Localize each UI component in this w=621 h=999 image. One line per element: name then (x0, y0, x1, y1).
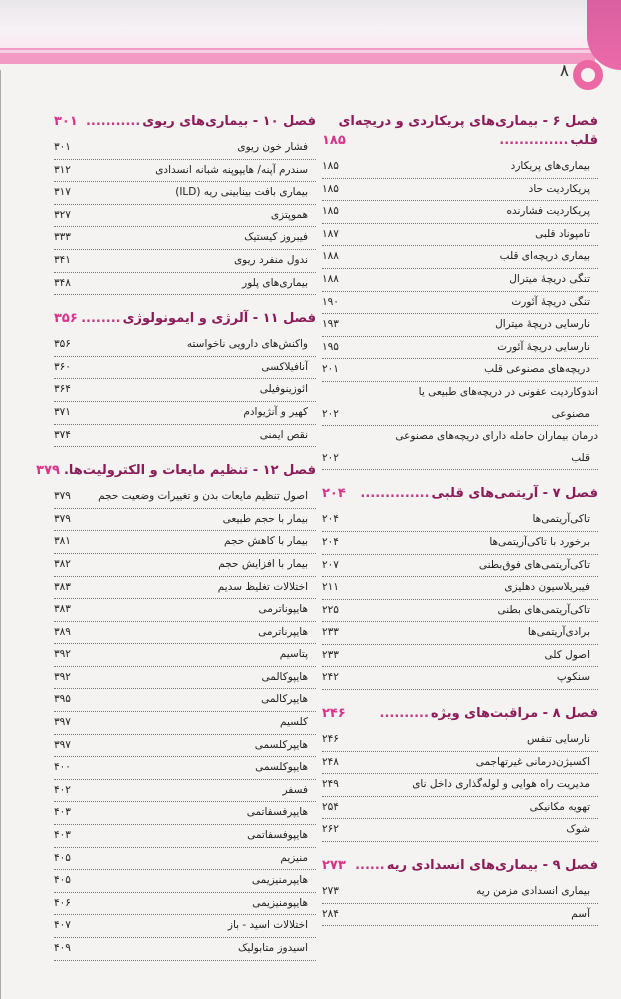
toc-entry-title: تاکی‌آریتمی‌ها (532, 513, 590, 526)
toc-entry-title: بیمار با کاهش حجم (224, 535, 308, 548)
toc-entry-page: ۲۰۴ (322, 513, 339, 526)
toc-entry[interactable] (54, 509, 316, 532)
toc-entry-title: اختلالات اسید - باز (227, 919, 308, 932)
toc-entry-page: ۳۸۳ (54, 580, 71, 593)
toc-entry-title: هایپرکالمی (261, 693, 308, 706)
toc-entry[interactable] (54, 577, 316, 600)
chapter-heading[interactable] (322, 856, 598, 875)
toc-entry-title: ائوزینوفیلی (259, 383, 308, 396)
toc-entry-page: ۳۸۲ (54, 557, 71, 570)
toc-entry-page: ۳۴۱ (54, 253, 71, 266)
toc-entry-page: ۳۹۲ (54, 648, 71, 661)
chapter-heading[interactable] (322, 704, 598, 723)
toc-entry[interactable] (54, 357, 316, 380)
toc-entry-title-cont: مصنوعی (551, 407, 590, 420)
toc-entry[interactable] (54, 425, 316, 448)
toc-entry-title: نارسایی دریچهٔ میترال (495, 318, 590, 331)
toc-entry-title: مدیریت راه هوایی و لوله‌گذاری داخل نای (412, 778, 590, 791)
toc-entry-title: هایپوفسفاتمی (247, 829, 308, 842)
chapter-title-cont: قلب (570, 133, 598, 148)
toc-entry[interactable] (322, 881, 598, 904)
toc-entry-title: تهویه مکانیکی (529, 800, 590, 813)
chapter-dots: .............. (360, 486, 430, 502)
toc-entry[interactable] (54, 250, 316, 273)
toc-entry[interactable] (322, 904, 598, 927)
page-edge-line (0, 70, 1, 999)
toc-entry-page: ۱۸۵ (322, 160, 339, 172)
toc-entry[interactable] (54, 757, 316, 780)
chapter-section (322, 704, 598, 842)
toc-entry-title: پتاسیم (279, 648, 308, 661)
toc-entry[interactable] (54, 802, 316, 825)
toc-entry-title: اصول تنظیم مایعات بدن و تغییرات وضعیت حجم (98, 490, 308, 503)
toc-entry-title: اندوکاردیت عفونی در دریچه‌های طبیعی یا (418, 385, 598, 398)
toc-entry[interactable] (54, 644, 316, 667)
chapter-page: ۲۷۳ (322, 858, 346, 874)
toc-entry-page: ۲۰۱ (322, 363, 339, 376)
toc-entry[interactable] (54, 893, 316, 916)
toc-entry[interactable] (322, 201, 598, 224)
toc-entry-title: سنکوپ (556, 671, 590, 684)
toc-entry[interactable] (322, 292, 598, 315)
toc-entry-page: ۴۰۰ (54, 761, 71, 774)
toc-entry[interactable] (54, 825, 316, 848)
toc-entry-title: تاکی‌آریتمی‌های فوق‌بطنی (478, 558, 590, 571)
toc-entry[interactable] (322, 645, 598, 668)
toc-entry-title: نقص ایمنی (259, 428, 308, 441)
toc-entry-page: ۲۶۲ (322, 823, 339, 836)
toc-entry-title: هایپرناترمی (258, 625, 308, 638)
chapter-heading[interactable] (322, 112, 598, 150)
toc-entry-page: ۳۶۰ (54, 360, 71, 373)
chapter-page: ۳۰۱ (54, 114, 78, 129)
toc-entry-page: ۱۹۵ (322, 340, 339, 353)
chapter-title: فصل ۸ - مراقبت‌های ویژه (430, 706, 598, 722)
toc-entry[interactable] (54, 531, 316, 554)
toc-entry[interactable] (322, 577, 598, 600)
chapter-dots: ........ (81, 311, 121, 327)
toc-entry-line2 (322, 404, 598, 426)
toc-entry[interactable] (322, 797, 598, 820)
toc-entry[interactable] (322, 622, 598, 645)
toc-entry-page: ۳۵۶ (54, 338, 71, 351)
toc-entry[interactable] (54, 554, 316, 577)
chapter-dots: ........... (85, 114, 141, 129)
toc-entry-page: ۳۲۷ (54, 208, 71, 221)
toc-entry-page: ۲۰۷ (322, 558, 339, 571)
chapter-heading[interactable] (36, 461, 316, 480)
top-band (0, 0, 621, 48)
toc-entry-title: اسیدوز متابولیک (238, 942, 308, 954)
toc-entry-page: ۴۰۳ (54, 829, 71, 842)
toc-entry[interactable] (54, 938, 316, 961)
chapter-title: فصل ۱۰ - بیماری‌های ریوی (142, 114, 316, 129)
toc-entry[interactable] (54, 402, 316, 425)
toc-entry-page: ۲۴۸ (322, 755, 339, 768)
toc-entry[interactable] (54, 205, 316, 228)
toc-entry-title: تامپوناد قلبی (535, 227, 590, 240)
toc-entry-title: آنافیلاکسی (261, 360, 308, 373)
chapter-page: ۲۴۶ (322, 706, 346, 722)
toc-entry[interactable] (54, 689, 316, 712)
toc-entry[interactable] (54, 599, 316, 622)
toc-entry-title: تنگی دریچهٔ میترال (509, 272, 590, 285)
toc-entry-page: ۴۰۵ (54, 851, 71, 864)
toc-entry-title: نارسایی تنفس (527, 733, 590, 746)
chapter-page: ۳۷۹ (36, 463, 60, 479)
toc-entry-page: ۱۹۰ (322, 295, 339, 308)
chapter-title-line2 (322, 131, 598, 150)
toc-entry[interactable] (322, 224, 598, 247)
toc-entry[interactable] (54, 273, 316, 296)
toc-entry-page: ۳۹۲ (54, 670, 71, 683)
toc-entry-page: ۲۱۱ (322, 581, 339, 594)
toc-entry-title: هایپوناترمی (258, 603, 308, 616)
toc-entry[interactable] (54, 735, 316, 758)
toc-entry-title: کلسیم (280, 716, 308, 729)
toc-entry[interactable] (322, 600, 598, 623)
toc-entry-title: پریکاردیت فشارنده (506, 205, 590, 218)
toc-entry-title: شوک (566, 823, 590, 836)
chapter-heading[interactable] (54, 112, 316, 131)
toc-entry-page: ۳۸۹ (54, 625, 71, 638)
toc-entry-page: ۲۴۶ (322, 733, 339, 746)
toc-entry[interactable] (322, 667, 598, 690)
toc-entry-page: ۳۶۴ (54, 383, 71, 396)
toc-entry[interactable] (54, 622, 316, 645)
toc-entry-title: فسفر (282, 783, 308, 796)
toc-entry[interactable] (322, 426, 598, 470)
toc-entry-page: ۴۰۳ (54, 806, 71, 819)
chapter-heading[interactable] (322, 484, 598, 503)
toc-entry-title: فیبروز کیستیک (244, 231, 308, 244)
chapter-section (322, 856, 598, 926)
toc-entry-page: ۲۰۲ (322, 451, 339, 464)
toc-entry-title: کهیر و آنژیوادم (243, 405, 308, 418)
chapter-title: فصل ۶ - بیماری‌های پریکاردی و دریچه‌ای (338, 114, 598, 129)
toc-entry-page: ۴۰۷ (54, 919, 71, 932)
toc-entry-title: بیمار با افزایش حجم (218, 557, 308, 570)
toc-entry[interactable] (322, 729, 598, 752)
toc-entry[interactable] (54, 182, 316, 205)
toc-entry[interactable] (54, 915, 316, 938)
toc-entry-page: ۴۰۲ (54, 783, 71, 796)
toc-entry[interactable] (322, 555, 598, 578)
toc-entry-page: ۲۵۴ (322, 800, 339, 813)
toc-entry-title: ندول منفرد ریوی (233, 253, 308, 266)
toc-entry-title: اختلالات تغلیظ سدیم (217, 580, 308, 593)
toc-entry-title: هایپوکالمی (261, 670, 308, 683)
chapter-dots: .............. (499, 133, 569, 148)
toc-entry-title: بیمار با حجم طبیعی (222, 512, 308, 525)
toc-entry-title: بیماری‌های پلور (242, 276, 308, 289)
toc-entry-page: ۳۳۳ (54, 231, 71, 244)
toc-entry-page: ۳۱۷ (54, 186, 71, 199)
toc-entry-page: ۲۲۵ (322, 603, 339, 616)
toc-entry-page: ۲۰۴ (322, 535, 339, 548)
page-number: ۸ (559, 61, 569, 81)
chapter-heading[interactable] (54, 309, 316, 328)
toc-entry-page: ۳۷۹ (54, 512, 71, 525)
toc-entry[interactable] (322, 509, 598, 532)
toc-entry-page: ۳۸۱ (54, 535, 71, 548)
toc-entry-title: برخورد با تاکی‌آریتمی‌ها (489, 535, 590, 548)
toc-column-right (322, 112, 598, 940)
toc-entry-title: تنگی دریچهٔ آئورت (511, 295, 590, 308)
chapter-section (54, 309, 316, 447)
toc-entry[interactable] (322, 819, 598, 842)
toc-entry-page: ۳۸۳ (54, 603, 71, 616)
toc-entry[interactable] (54, 334, 316, 357)
toc-entry-page: ۲۸۴ (322, 907, 339, 920)
toc-entry[interactable] (54, 870, 316, 893)
page-circle-icon (573, 60, 603, 90)
toc-entry[interactable] (322, 156, 598, 179)
toc-entry-title: فشار خون ریوی (237, 141, 308, 153)
toc-entry[interactable] (54, 160, 316, 183)
chapter-title: فصل ۷ - آریتمی‌های قلبی (431, 486, 598, 502)
toc-entry[interactable] (54, 486, 316, 509)
toc-entry-title: بیماری بافت بینابینی ریه (ILD) (175, 186, 308, 199)
toc-entry-page: ۳۴۸ (54, 276, 71, 289)
toc-entry-page: ۳۹۵ (54, 693, 71, 706)
toc-entry-page: ۲۰۲ (322, 407, 339, 420)
toc-entry[interactable] (322, 359, 598, 382)
toc-entry[interactable] (322, 774, 598, 797)
toc-entry-page: ۱۸۵ (322, 182, 339, 195)
toc-entry-title: منیزیم (280, 851, 308, 864)
toc-entry-page: ۱۸۵ (322, 205, 339, 218)
toc-column-left (36, 112, 316, 975)
chapter-title: فصل ۹ - بیماری‌های انسدادی ریه (386, 858, 598, 874)
toc-entry[interactable] (322, 382, 598, 426)
toc-entry-page: ۳۰۱ (54, 141, 71, 153)
toc-entry-title: نارسایی دریچهٔ آئورت (497, 340, 590, 353)
toc-entry-title-cont: قلب (571, 451, 590, 464)
toc-entry[interactable] (322, 269, 598, 292)
toc-entry-title: بیماری دریچه‌ای قلب (499, 250, 590, 263)
toc-entry[interactable] (322, 532, 598, 555)
toc-entry-title: واکنش‌های دارویی ناخواسته (186, 338, 308, 351)
toc-entry-page: ۴۰۵ (54, 874, 71, 887)
chapter-dots: ...... (355, 858, 385, 874)
toc-entry-page: ۲۷۳ (322, 885, 339, 898)
toc-entry-page: ۱۸۸ (322, 272, 339, 285)
toc-entry-title: بیماری‌های پریکارد (510, 160, 590, 172)
toc-entry[interactable] (54, 227, 316, 250)
toc-entry[interactable] (322, 337, 598, 360)
toc-entry-page: ۲۳۳ (322, 648, 339, 661)
toc-entry-title: هایپرکلسمی (254, 738, 308, 751)
toc-entry-line2 (322, 448, 598, 470)
toc-entry-page: ۲۴۹ (322, 778, 339, 791)
chapter-section (54, 112, 316, 295)
toc-entry-page: ۲۳۳ (322, 626, 339, 639)
toc-entry[interactable] (322, 314, 598, 337)
toc-entry-page: ۱۸۷ (322, 227, 339, 240)
toc-entry-page: ۳۷۹ (54, 490, 71, 503)
toc-entry-title: هموپتزی (270, 208, 308, 221)
toc-entry-title: آسم (571, 907, 590, 920)
chapter-dots: .......... (379, 706, 429, 722)
toc-entry-title: سندرم آپنه/ هایپوپنه شبانه انسدادی (155, 163, 308, 176)
toc-entry-title: برادی‌آریتمی‌ها (527, 626, 590, 639)
header-pink-stripe (0, 50, 595, 53)
toc-entry[interactable] (322, 752, 598, 775)
toc-entry-title: پریکاردیت حاد (528, 182, 590, 195)
chapter-section (322, 112, 598, 470)
toc-entry-page: ۳۷۱ (54, 405, 71, 418)
toc-entry-page: ۳۹۷ (54, 716, 71, 729)
toc-entry-page: ۴۰۶ (54, 896, 71, 909)
chapter-page: ۱۸۵ (322, 133, 346, 148)
toc-entry-page: ۴۰۹ (54, 942, 71, 954)
toc-entry-title: درمان بیماران حامله دارای دریچه‌های مصنوعی (395, 430, 598, 443)
chapter-section (36, 461, 316, 960)
toc-entry-title: اصول کلی (544, 648, 590, 661)
chapter-page: ۲۰۴ (322, 486, 346, 502)
toc-entry[interactable] (54, 137, 316, 160)
toc-entry-title: اکسیژن‌درمانی غیرتهاجمی (475, 755, 590, 768)
toc-entry[interactable] (54, 667, 316, 690)
chapter-title: فصل ۱۱ - آلرژی و ایمونولوژی (122, 311, 316, 327)
toc-entry[interactable] (54, 379, 316, 402)
toc-entry-page: ۱۸۸ (322, 250, 339, 263)
toc-entry[interactable] (54, 780, 316, 803)
toc-entry-title: هایپرفسفاتمی (246, 806, 308, 819)
toc-entry[interactable] (54, 712, 316, 735)
toc-entry-title: بیماری انسدادی مزمن ریه (476, 885, 590, 898)
toc-entry-page: ۲۴۲ (322, 671, 339, 684)
toc-entry-title: تاکی‌آریتمی‌های بطنی (497, 603, 590, 616)
toc-entry-title: هایپرمنیزیمی (251, 874, 308, 887)
toc-entry[interactable] (54, 848, 316, 871)
toc-entry[interactable] (322, 179, 598, 202)
toc-entry-page: ۱۹۳ (322, 318, 339, 331)
toc-entry-title: دریچه‌های مصنوعی قلب (484, 363, 590, 376)
toc-entry[interactable] (322, 246, 598, 269)
chapter-page: ۳۵۶ (54, 311, 78, 327)
toc-entry-page: ۳۹۷ (54, 738, 71, 751)
toc-entry-title: هایپومنیزیمی (252, 896, 308, 909)
chapter-section (322, 484, 598, 690)
toc-entry-title: فیبریلاسیون دهلیزی (504, 581, 590, 594)
toc-entry-page: ۳۷۴ (54, 428, 71, 441)
chapter-title: فصل ۱۲ - تنظیم مایعات و الکترولیت‌ها. (63, 463, 316, 479)
toc-entry-page: ۳۱۲ (54, 163, 71, 176)
toc-entry-title: هایپوکلسمی (255, 761, 308, 774)
